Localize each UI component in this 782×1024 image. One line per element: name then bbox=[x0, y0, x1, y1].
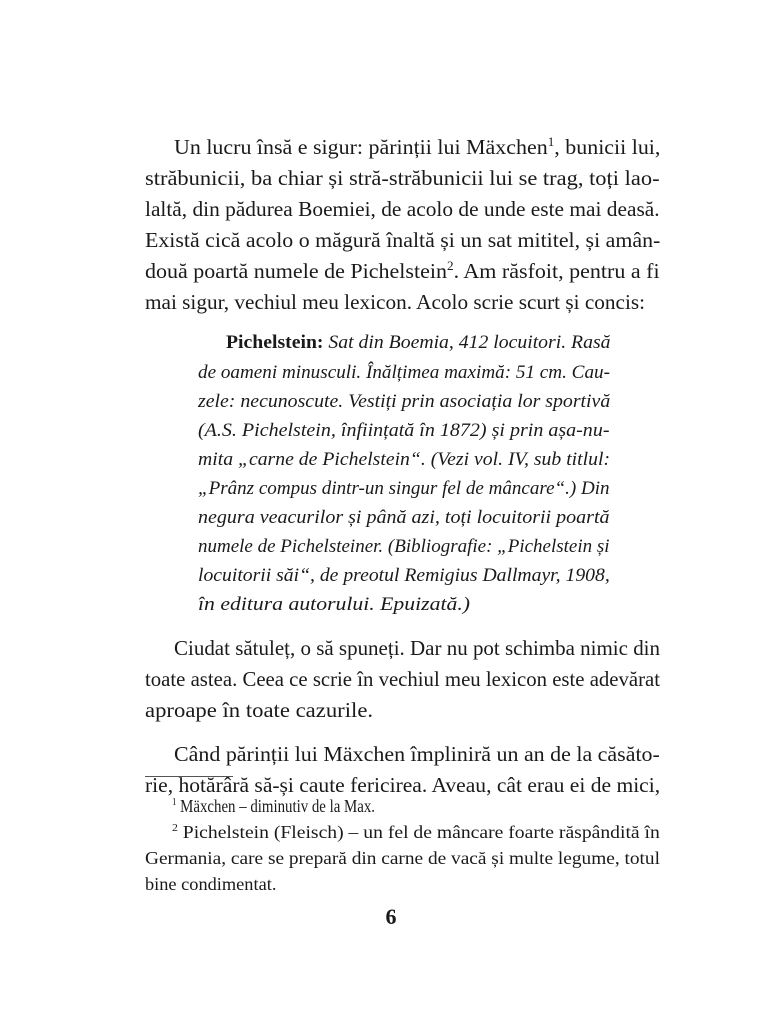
body-line: mai sigur, vechiul meu lexicon. Acolo scrie scurt și concis: bbox=[145, 290, 646, 314]
footnote-line: Germania, care se prepară din carne de vacă și multe legume, totul bbox=[145, 848, 660, 868]
body-line: Un lucru însă e sigur: părinții lui Mäxchen$^1$, bunicii lui, bbox=[174, 134, 661, 159]
footnote-ref: 1 bbox=[547, 134, 555, 149]
footnote-line: bine condimentat. bbox=[145, 874, 277, 894]
footnote-separator bbox=[145, 776, 233, 777]
body-line: străbunicii, ba chiar și stră-străbunicii lui se trag, toți lao- bbox=[145, 166, 660, 190]
body-line: laltă, din pădurea Boemiei, de acolo de unde este mai deasă. bbox=[145, 197, 660, 221]
quote-line: de oameni minusculi. Înălțimea maximă: 51 cm. Cau- bbox=[198, 362, 610, 383]
quote-line: locuitorii săi“, de preotul Remigius Dallmayr, 1908, bbox=[198, 565, 610, 586]
body-line: Există cică acolo o măgură înaltă și un sat mititel, și amân- bbox=[145, 228, 661, 252]
body-line: aproape în toate cazurile. bbox=[145, 698, 374, 722]
footnote-ref: 2 bbox=[446, 258, 454, 273]
body-line: toate astea. Ceea ce scrie în vechiul meu lexicon este adevărat bbox=[145, 667, 661, 691]
quote-line: „Prânz compus dintr-un singur fel de mâncare“.) Din bbox=[198, 478, 610, 499]
body-line: Când părinții lui Mäxchen împliniră un an de la căsăto- bbox=[174, 742, 660, 766]
quote-line: mita „carne de Pichelstein“. (Vezi vol. IV, sub titlul: bbox=[198, 449, 611, 470]
footnote-line: $^2$ Pichelstein (Fleisch) – un fel de mâncare foarte răspândită în bbox=[172, 822, 660, 842]
quote-line: (A.S. Pichelstein, înființată în 1872) și prin așa-nu- bbox=[198, 420, 610, 441]
body-line: rie, hotărâră să-și caute fericirea. Aveau, cât erau ei de mici, bbox=[145, 773, 661, 797]
quote-headword: Pichelstein: bbox=[226, 332, 324, 353]
body-line: Ciudat sătuleț, o să spuneți. Dar nu pot schimba nimic din bbox=[174, 636, 661, 660]
footnote-line: $^1$ Mäxchen – diminutiv de la Max. bbox=[172, 796, 376, 816]
page-number: 6 bbox=[385, 904, 397, 929]
footnote-number: 1 bbox=[172, 797, 177, 809]
quote-line: în editura autorului. Epuizată.) bbox=[198, 594, 471, 615]
quote-line: zele: necunoscute. Vestiți prin asociația lor sportivă bbox=[198, 391, 611, 412]
body-line: două poartă numele de Pichelstein$^2$. Am răsfoit, pentru a fi bbox=[145, 258, 660, 283]
footnote-number: 2 bbox=[172, 823, 178, 835]
quote-line: negura veacurilor și până azi, toți locuitorii poartă bbox=[198, 507, 610, 528]
quote-line: Pichelstein: Sat din Boemia, 412 locuitori. Rasă bbox=[226, 332, 611, 353]
quote-line: numele de Pichelsteiner. (Bibliografie: „Pichelstein și bbox=[198, 536, 610, 557]
